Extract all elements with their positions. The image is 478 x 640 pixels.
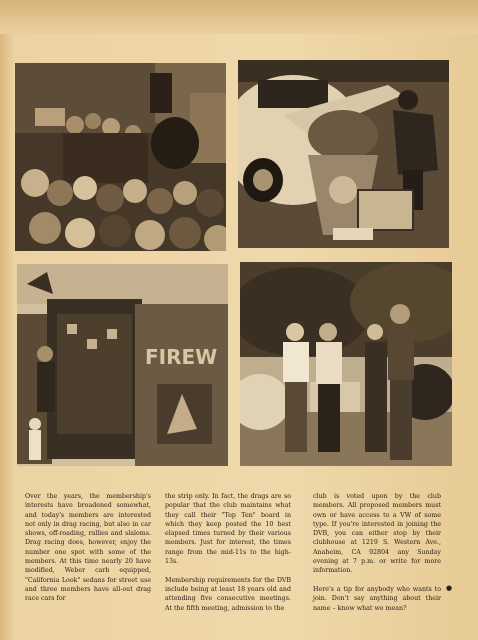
fireworks-stand-photo (17, 264, 228, 466)
article-column-3: club is voted upon by the club members. All proposed members must own or have access to a VW of some type. If you're interested in joining the DVB, you can either stop by their clubhouse at 1219 S. Western Ave., Anaheim, CA 92804 any Sunday evening at 7 p.m. or write for more information. Here's a tip for anybody who wants to join. Don't say anything about their name – know what we mean? (313, 493, 441, 612)
page-top-edge (0, 0, 478, 34)
crowd-photo-art (15, 63, 226, 251)
article-column-1: Over the years, the membership's interests have broadened somewhat, and today's members are interested not only in drag racing, but also in car shows, off-roading, rallies and slaloms. Drag racing does, however, enjoy the number one spot with some of the members. At this time nearly 20 have modified, Weber carb equipped, "California Look" sedans for street use and three members have all-out drag race cars for (25, 493, 151, 603)
vw-engine-photo-art (238, 60, 449, 248)
article-column-2: the strip only. In fact, the drags are so popular that the club maintains what they call their "Top Ten" board in which they keep posted the 10 best elapsed times turned by their various members. Just for interest, the times range from the mid-11s to the high-13s. Membership requirements for the DVB include being at least 18 years old and attending five consecutive meetings. At the fifth meeting, admission to the (165, 493, 291, 612)
vw-engine-photo (238, 60, 449, 248)
end-mark-bullet: ● (446, 584, 453, 592)
crowd-photo (15, 63, 226, 251)
fireworks-stand-photo-art (17, 264, 228, 466)
club-members-photo (240, 262, 452, 466)
svg-text:FIREW: FIREW (145, 345, 218, 369)
club-members-photo-art (240, 262, 452, 466)
